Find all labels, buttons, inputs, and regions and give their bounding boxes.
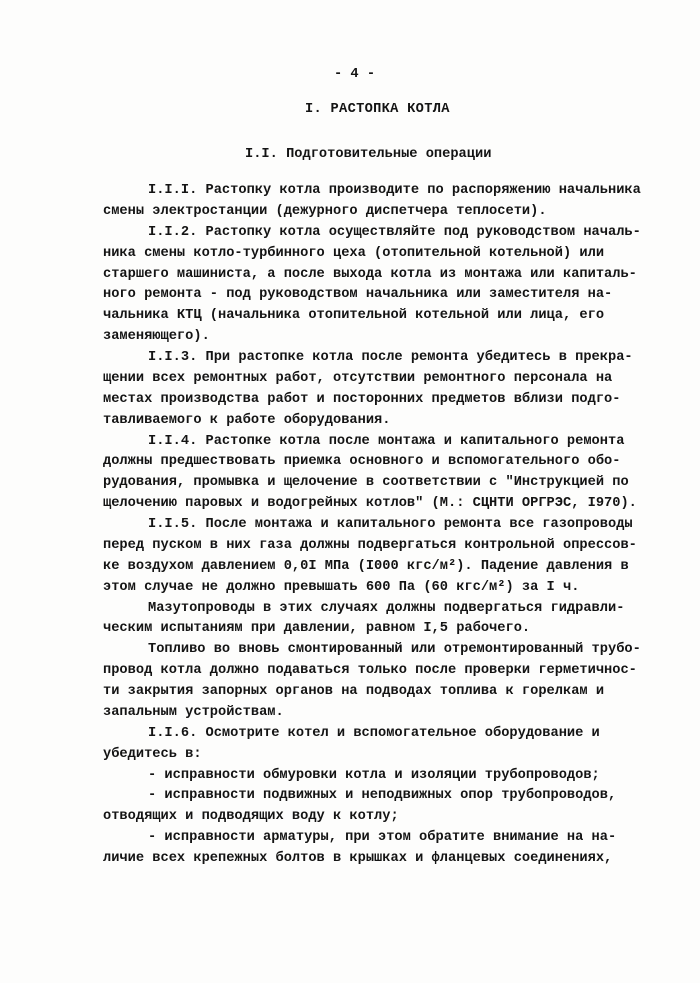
text-line: чальника КТЦ (начальника отопительной котельной или лица, его <box>103 308 605 324</box>
text-line: отводящих и подводящих воду к котлу; <box>103 809 399 825</box>
text-line: рудования, промывка и щелочение в соответствии с "Инструкцией по <box>103 475 629 491</box>
text-line: запальным устройствам. <box>103 704 284 720</box>
text-line: смены электростанции (дежурного диспетчера теплосети). <box>103 203 547 219</box>
paragraph-1-1-4 <box>103 432 673 516</box>
paragraph-1-1-2 <box>103 223 673 348</box>
text-line: I.I.5. После монтажа и капитального ремонта все газопроводы <box>148 517 633 532</box>
text-line: ти закрытия запорных органов на подводах топлива к горелкам и <box>103 684 605 699</box>
paragraph-1-1-5 <box>103 515 673 599</box>
text-line: I.I.I. Растопку котла производите по распоряжению начальника <box>148 183 641 198</box>
text-line: должны предшествовать приемка основного и вспомогательного обо- <box>103 454 621 470</box>
text-line: щении всех ремонтных работ, отсутствии ремонтного персонала на <box>103 370 613 386</box>
text-line: провод котла должно подаваться только после проверки герметичнос- <box>103 663 637 679</box>
text-line: щелочению паровых и водогрейных котлов" (М.: СЦНТИ ОРГРЭС, I970). <box>103 496 637 512</box>
text-line: этом случае не должно превышать 600 Па (60 кгс/м²) за I ч. <box>103 579 580 595</box>
text-line: местах производства работ и посторонних предметов вблизи подго- <box>103 391 621 407</box>
paragraph-1-1-1 <box>103 181 673 223</box>
subsection-title: I.I. Подготовительные операции <box>245 147 492 162</box>
text-line: тавливаемого к работе оборудования. <box>103 412 391 428</box>
text-line: личие всех крепежных болтов в крышках и фланцевых соединениях, <box>103 851 613 866</box>
list-item <box>103 828 673 870</box>
paragraph-fuel-oil-pipes <box>103 599 673 641</box>
text-line: Топливо во вновь смонтированный или отремонтированный трубо- <box>148 642 641 658</box>
text-line: - исправности арматуры, при этом обратите внимание на на- <box>148 830 617 846</box>
text-line: убедитесь в: <box>103 746 202 762</box>
section-title: I. РАСТОПКА КОТЛА <box>305 102 450 117</box>
text-line: ке воздухом давлением 0,0I МПа (I000 кгс/м²). Падение давления в <box>103 558 629 574</box>
text-line: - исправности подвижных и неподвижных опор трубопроводов, <box>148 788 617 804</box>
text-line: перед пуском в них газа должны подвергаться контрольной опрессов- <box>103 537 637 553</box>
text-line: I.I.3. При растопке котла после ремонта убедитесь в прекра- <box>148 350 633 365</box>
text-line: I.I.6. Осмотрите котел и вспомогательное оборудование и <box>148 725 600 741</box>
text-line: I.I.2. Растопку котла осуществляйте под руководством началь- <box>148 224 641 240</box>
paragraph-fuel-supply <box>103 640 673 724</box>
paragraph-1-1-3 <box>103 348 673 432</box>
text-line: ника смены котло-турбинного цеха (отопительной котельной) или <box>103 245 605 261</box>
list-item <box>103 786 673 828</box>
text-line: I.I.4. Растопке котла после монтажа и капитального ремонта <box>148 433 625 449</box>
text-line: Мазутопроводы в этих случаях должны подвергаться гидравли- <box>148 600 625 616</box>
text-line: ного ремонта - под руководством начальника или заместителя на- <box>103 287 613 303</box>
document-body <box>103 181 673 870</box>
paragraph-1-1-6 <box>103 724 673 766</box>
text-line: - исправности обмуровки котла и изоляции трубопроводов; <box>148 767 600 783</box>
list-item <box>103 766 673 787</box>
page-number: - 4 - <box>334 67 376 82</box>
text-line: заменяющего). <box>103 329 210 345</box>
text-line: ческим испытаниям при давлении, равном I,5 рабочего. <box>103 621 531 637</box>
text-line: старшего машиниста, а после выхода котла из монтажа или капиталь- <box>103 266 637 282</box>
